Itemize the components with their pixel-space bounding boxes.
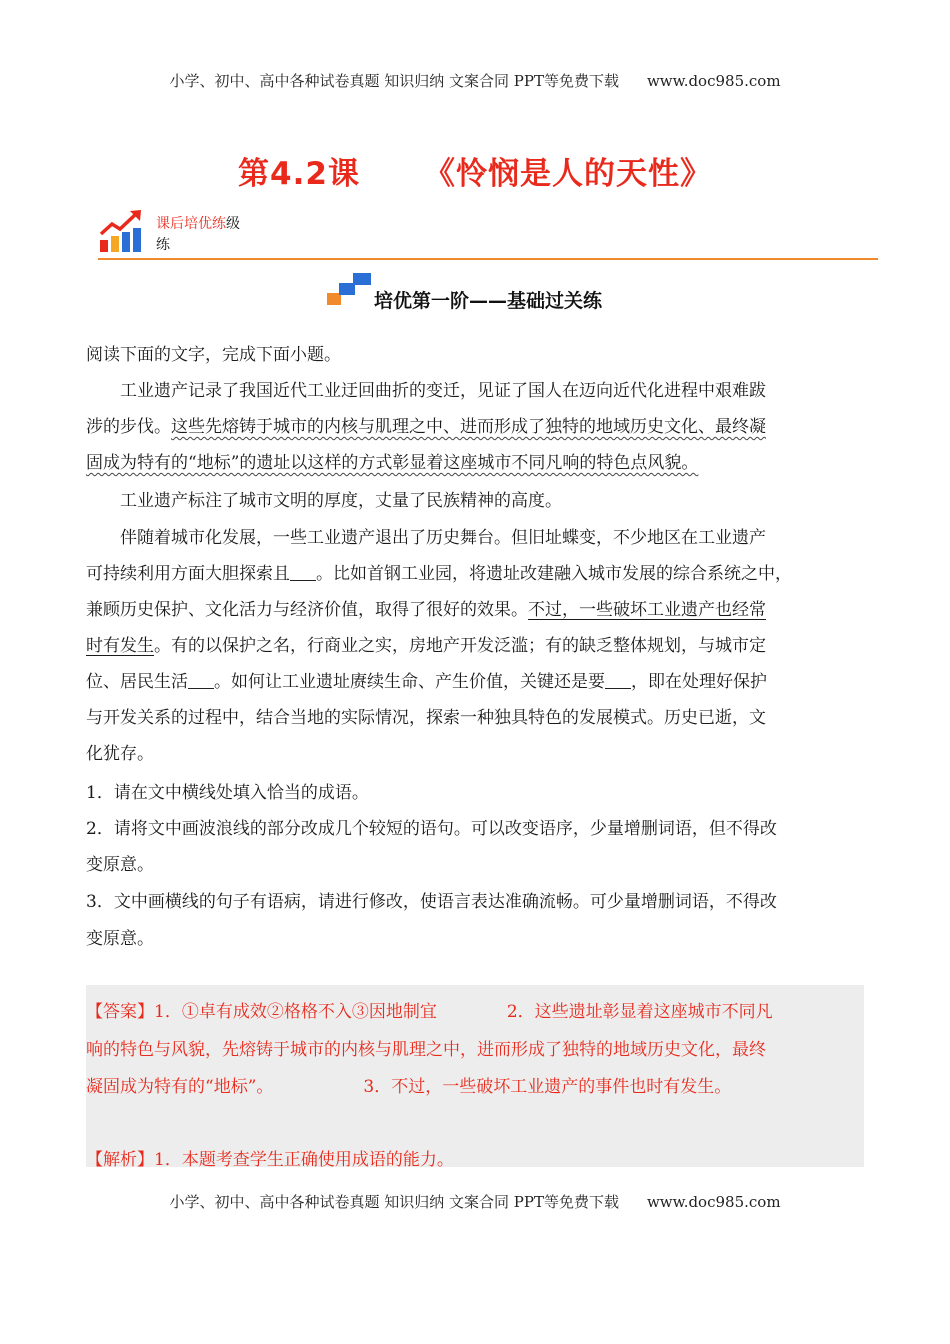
wavy-underlined-text: 固成为特有的“地标”的遗址以这样的方式彰显着这座城市不同凡响的特色点风貌。 [86,453,699,473]
question-3-cont: 变原意。 [86,929,154,949]
page-footer [0,1191,950,1212]
question-2-cont: 变原意。 [86,855,154,875]
page-title [0,148,950,193]
passage-line: 工业遗产记录了我国近代工业迂回曲折的变迁，见证了国人在迈向近代化进程中艰难跋 [120,381,766,401]
chart-growth-icon [98,208,144,254]
passage-line: 时有发生。有的以保护之名，行商业之实，房地产开发泛滥；有的缺乏整体规划，与城市定 [86,636,766,656]
blank-1 [290,566,316,581]
stairs-icon [327,273,371,305]
underlined-sentence: 时有发生 [86,636,154,656]
passage-line [86,448,698,473]
passage-line: 兼顾历史保护、文化活力与经济价值，取得了很好的效果。不过，一些破坏工业遗产也经常 [86,600,766,620]
badge-label: 课后培优练级 练 [156,216,240,253]
passage-line: 与开发关系的过程中，结合当地的实际情况，探索一种独具特色的发展模式。历史已逝，文 [86,708,766,728]
answer-line: 【答案】1．①卓有成效②格格不入③因地制宜 2．这些遗址彰显着这座城市不同凡 [86,1002,773,1022]
question-3: 3．文中画横线的句子有语病，请进行修改，使语言表达准确流畅。可少量增删词语，不得改 [86,892,777,912]
section-title: 培优第一阶——基础过关练 [374,290,603,312]
lesson-name: 《怜悯是人的天性》 [423,156,712,192]
header-divider [98,258,878,260]
passage-line: 化犹存。 [86,744,154,764]
page-header [0,70,950,91]
header-url[interactable]: www.doc985.com [646,72,781,90]
header-text: 小学、初中、高中各种试卷真题 知识归纳 文案合同 PPT等免费下载 [169,72,619,90]
blank-3 [605,674,631,689]
passage-line: 涉的步伐。这些先熔铸于城市的内核与肌理之中、进而形成了独特的地域历史文化、最终凝 [86,417,766,437]
wavy-underlined-text: 这些先熔铸于城市的内核与肌理之中、进而形成了独特的地域历史文化、最终凝 [171,417,766,437]
passage-line: 工业遗产标注了城市文明的厚度，丈量了民族精神的高度。 [120,491,562,511]
footer-text: 小学、初中、高中各种试卷真题 知识归纳 文案合同 PPT等免费下载 [169,1193,619,1211]
blank-2 [188,674,214,689]
underlined-sentence: 不过，一些破坏工业遗产也经常 [528,600,766,620]
answer-line: 响的特色与风貌，先熔铸于城市的内核与肌理之中，进而形成了独特的地域历史文化，最终 [86,1040,766,1060]
passage-line: 位、居民生活 。如何让工业遗址赓续生命、产生价值，关键还是要 ，即在处理好保护 [86,672,767,692]
intro-text: 阅读下面的文字，完成下面小题。 [86,345,341,365]
passage-line: 可持续利用方面大胆探索且 。比如首钢工业园，将遗址改建融入城市发展的综合系统之中， [86,564,792,584]
footer-url[interactable]: www.doc985.com [646,1193,781,1211]
question-2: 2．请将文中画波浪线的部分改成几个较短的语句。可以改变语序，少量增删词语，但不得改 [86,819,777,839]
question-1: 1．请在文中横线处填入恰当的成语。 [86,783,369,803]
passage-line: 伴随着城市化发展，一些工业遗产退出了历史舞台。但旧址蝶变，不少地区在工业遗产 [120,528,766,548]
analysis-line: 【解析】1．本题考查学生正确使用成语的能力。 [86,1150,454,1170]
answer-line: 凝固成为特有的“地标”。 3．不过，一些破坏工业遗产的事件也时有发生。 [86,1077,732,1097]
lesson-number: 第4.2课 [238,156,360,192]
